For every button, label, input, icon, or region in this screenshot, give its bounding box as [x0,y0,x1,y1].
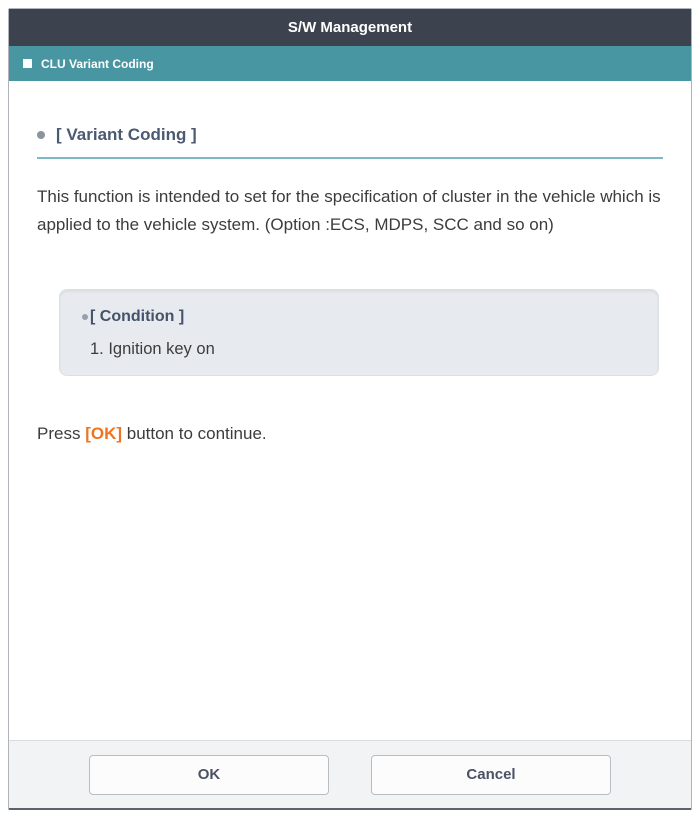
section-heading [37,125,663,145]
description-text: This function is intended to set for the specification of cluster in the vehicle which is applied to the vehicle system. (Option :ECS, MDPS, SCC and so on) [37,187,661,234]
dialog-footer [9,740,691,808]
condition-item: 1. Ignition key on [90,340,215,358]
instruction-prefix: Press [37,424,86,443]
section-title: [ Variant Coding ] [56,125,197,144]
condition-panel [59,289,659,376]
breadcrumb-bar [9,46,691,81]
cancel-button[interactable]: Cancel [371,755,611,795]
dialog-title: S/W Management [287,19,413,36]
instruction-highlight: [OK] [85,424,123,443]
dialog-titlebar [9,9,691,46]
condition-title-row [82,308,636,326]
section-divider [37,157,663,159]
square-bullet-icon [23,59,32,68]
dialog-content [9,125,691,444]
instruction-suffix: button to continue. [122,424,267,443]
circle-bullet-icon [82,314,88,320]
breadcrumb-label: CLU Variant Coding [41,56,154,71]
circle-bullet-icon [37,131,45,139]
instruction-text [37,424,663,444]
ok-button[interactable]: OK [89,755,329,795]
condition-title: [ Condition ] [90,308,185,325]
sw-management-dialog [8,8,692,810]
